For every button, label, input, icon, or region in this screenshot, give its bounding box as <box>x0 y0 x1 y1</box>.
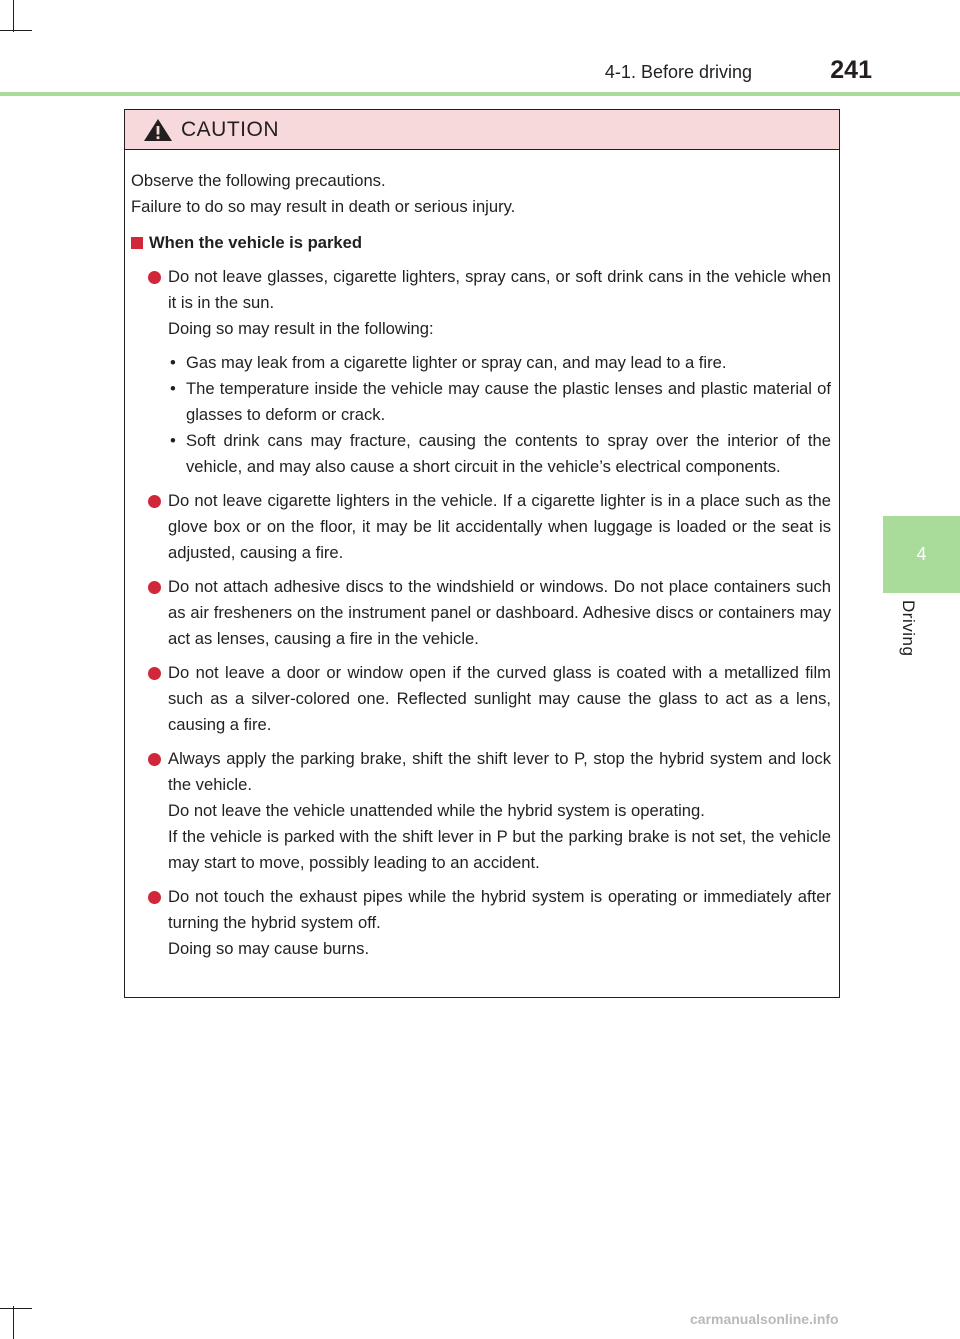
crop-mark-bottom-left-h <box>0 1308 32 1309</box>
caution-header <box>125 110 839 150</box>
caution-item <box>131 488 831 566</box>
item-text: Doing so may result in the following: <box>168 319 434 338</box>
header-rule <box>0 92 960 96</box>
caution-item <box>131 264 831 480</box>
caution-box <box>124 109 840 998</box>
item-text: Do not touch the exhaust pipes while the hybrid system is operating or immediately after turning the hybrid system off. <box>168 887 831 932</box>
round-bullet-icon <box>148 667 161 680</box>
caution-item <box>131 574 831 652</box>
round-bullet-icon <box>148 495 161 508</box>
round-bullet-icon <box>148 581 161 594</box>
item-text: Do not leave a door or window open if the curved glass is coated with a metallized film such as a silver-colored one. Reflected sunlight may cause the glass to act as a lens, causing a fire. <box>168 663 831 734</box>
crop-mark-top-left-h <box>0 30 32 31</box>
item-text: If the vehicle is parked with the shift lever in P but the parking brake is not set, the vehicle may start to move, possibly leading to an accident. <box>168 827 831 872</box>
caution-title: CAUTION <box>181 117 279 141</box>
watermark: carmanualsonline.info <box>690 1311 839 1327</box>
caution-item <box>131 746 831 876</box>
item-text: Do not attach adhesive discs to the windshield or windows. Do not place containers such as air fresheners on the instrument panel or dashboard. Adhesive discs or containers may act as lenses, causing a fire in the vehicle. <box>168 577 831 648</box>
intro-line: Failure to do so may result in death or serious injury. <box>131 197 516 216</box>
item-text: Do not leave cigarette lighters in the vehicle. If a cigarette lighter is in a place such as the glove box or on the floor, it may be lit accidentally when luggage is loaded or the seat is adjusted, causing a fire. <box>168 491 831 562</box>
crop-mark-top-left-v <box>13 0 14 32</box>
intro-line: Observe the following precautions. <box>131 171 386 190</box>
item-text: Do not leave glasses, cigarette lighters, spray cans, or soft drink cans in the vehicle when it is in the sun. <box>168 267 831 312</box>
subheading-text: When the vehicle is parked <box>149 233 363 252</box>
caution-item <box>131 884 831 962</box>
square-bullet-icon <box>131 237 143 249</box>
item-text: Always apply the parking brake, shift the shift lever to P, stop the hybrid system and lock the vehicle. <box>168 749 831 794</box>
chapter-tab <box>883 516 960 593</box>
caution-intro <box>131 168 831 220</box>
item-text: Doing so may cause burns. <box>168 939 370 958</box>
chapter-label: Driving <box>899 600 918 657</box>
caution-body <box>125 150 839 962</box>
round-bullet-icon <box>148 271 161 284</box>
sub-bullet-item: • Soft drink cans may fracture, causing the contents to spray over the interior of the vehicle, and may also cause a short circuit in the vehicle’s electrical components. <box>168 428 831 480</box>
round-bullet-icon <box>148 753 161 766</box>
warning-triangle-icon <box>143 118 173 142</box>
item-text: Do not leave the vehicle unattended while the hybrid system is operating. <box>168 801 705 820</box>
crop-mark-bottom-left-v <box>13 1306 14 1339</box>
subheading <box>131 230 831 256</box>
chapter-number: 4 <box>916 544 927 564</box>
caution-item <box>131 660 831 738</box>
header-section-title: 4-1. Before driving <box>604 62 752 82</box>
sub-bullet-list <box>168 350 831 480</box>
sub-bullet-item: • Gas may leak from a cigarette lighter or spray can, and may lead to a fire. <box>168 350 831 376</box>
round-bullet-icon <box>148 891 161 904</box>
sub-bullet-item: • The temperature inside the vehicle may cause the plastic lenses and plastic material of glasses to deform or crack. <box>168 376 831 428</box>
page-number: 241 <box>830 56 872 84</box>
